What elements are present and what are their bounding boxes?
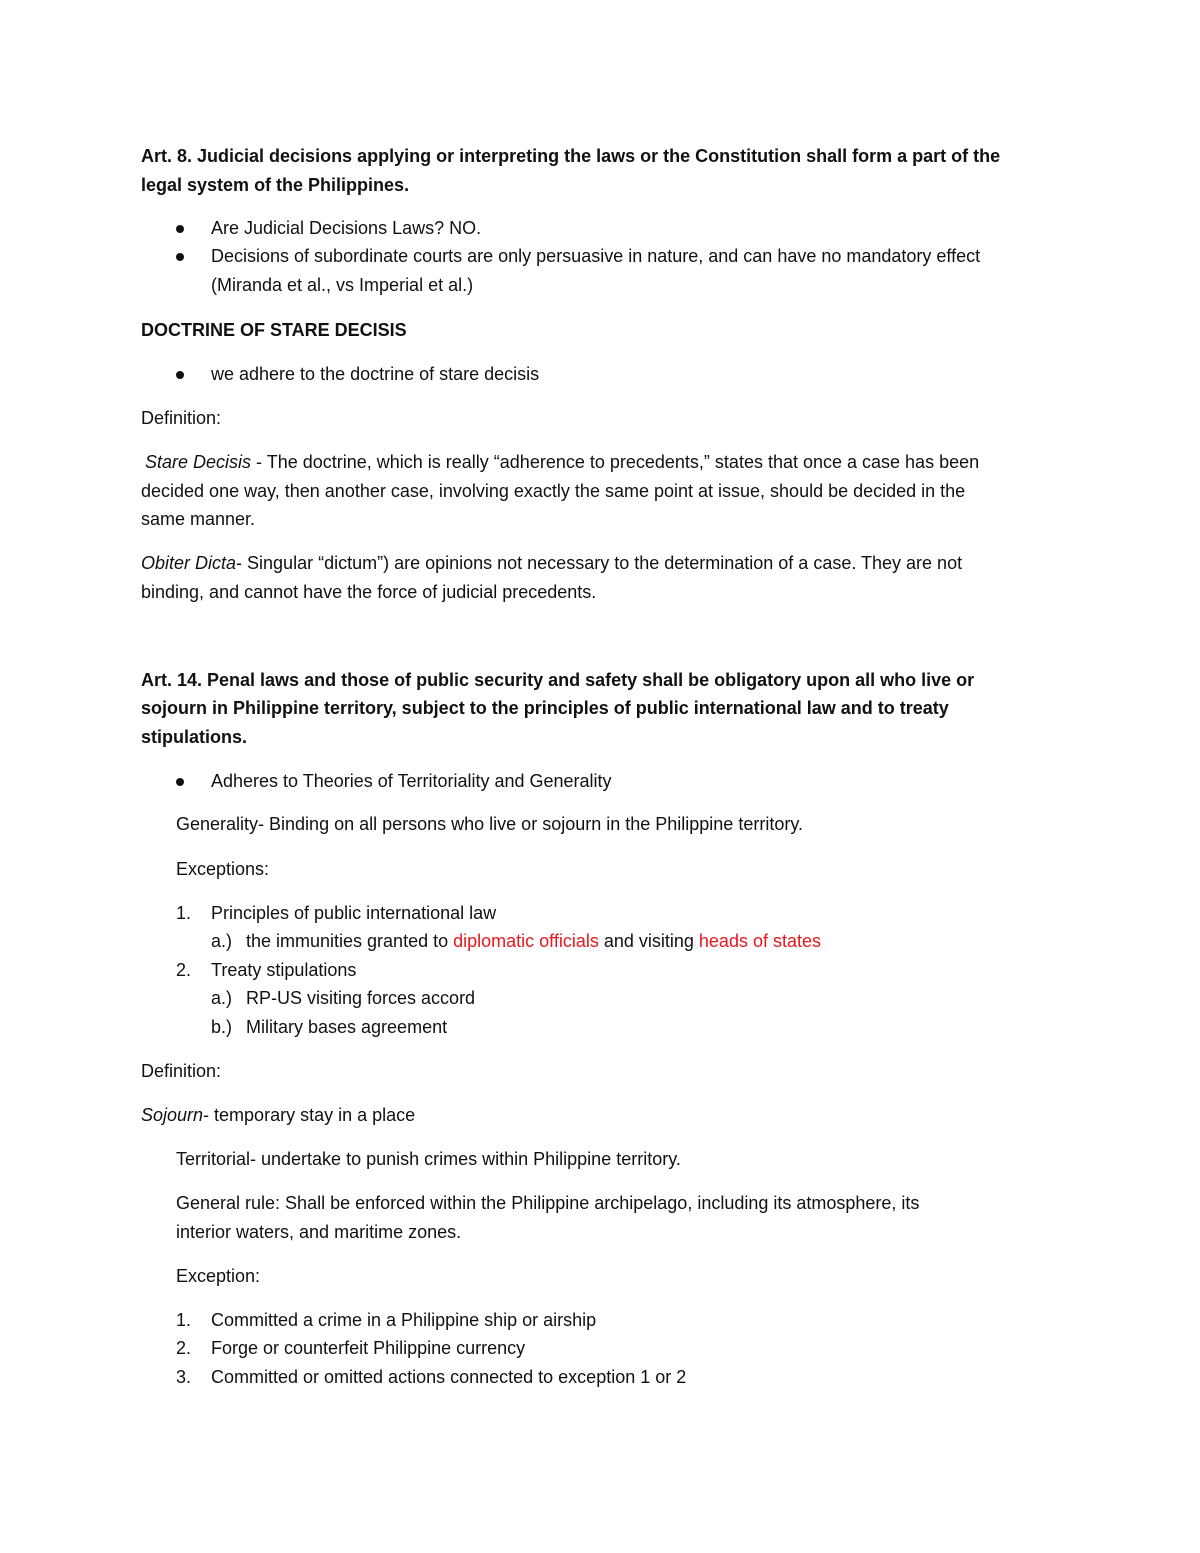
stare-decisis-line3: same manner. <box>141 509 256 529</box>
exceptions-label: Exceptions: <box>176 859 270 879</box>
general-rule-line1: General rule: Shall be enforced within the Philippine archipelago, including its atmosphere, its <box>176 1193 920 1213</box>
obiter-dicta-line2: binding, and cannot have the force of judicial precedents. <box>141 582 597 602</box>
obiter-dicta-term: Obiter Dicta <box>141 553 237 573</box>
stare-decisis-line2: decided one way, then another case, involving exactly the same point at issue, should be decided in the <box>141 481 966 501</box>
exception-2a-label: a.) <box>211 988 233 1008</box>
art14-definition-label: Definition: <box>141 1061 222 1081</box>
exception-1a-text <box>246 927 821 956</box>
art8-heading-line2: legal system of the Philippines. <box>141 175 410 195</box>
exception-2b-label: b.) <box>211 1017 233 1037</box>
exception-2b-text: Military bases agreement <box>246 1017 448 1037</box>
exception-item: Committed a crime in a Philippine ship or airship <box>211 1310 597 1330</box>
art14-heading-line1: Art. 14. Penal laws and those of public security and safety shall be obligatory upon all who live or <box>141 670 975 690</box>
art8-bullet-2-cont: (Miranda et al., vs Imperial et al.) <box>211 275 474 295</box>
exception-2-text: Treaty stipulations <box>211 960 357 980</box>
sojourn-definition <box>141 1101 415 1130</box>
sojourn-def: - temporary stay in a place <box>203 1105 416 1125</box>
stare-decisis-line1 <box>141 448 979 477</box>
exception-label: Exception: <box>176 1266 261 1286</box>
art14-heading-line2: sojourn in Philippine territory, subject to the principles of public international law and to treaty <box>141 698 949 718</box>
exception-1-text: Principles of public international law <box>211 903 497 923</box>
art8-definition-label: Definition: <box>141 408 222 428</box>
general-rule-line2: interior waters, and maritime zones. <box>176 1222 462 1242</box>
art8-bullet-2: Decisions of subordinate courts are only persuasive in nature, and can have no mandatory effect <box>211 246 981 266</box>
exception-2-number: 2. <box>176 960 192 980</box>
generality-text: Generality- Binding on all persons who live or sojourn in the Philippine territory. <box>176 814 803 834</box>
exception-1a-mid: and visiting <box>598 931 699 951</box>
sojourn-term: Sojourn <box>141 1105 204 1125</box>
art8-bullet-1: Are Judicial Decisions Laws? NO. <box>211 218 482 238</box>
bullet-icon <box>176 371 184 379</box>
obiter-dicta-line1 <box>141 549 962 578</box>
heads-of-states-highlight: heads of states <box>698 931 821 951</box>
bullet-icon <box>176 778 184 786</box>
exception-1-number: 1. <box>176 903 192 923</box>
exception-item-number: 1. <box>176 1310 192 1330</box>
exception-1a-pre: the immunities granted to <box>246 931 454 951</box>
stare-decisis-term: Stare Decisis <box>145 452 252 472</box>
exception-item-number: 2. <box>176 1338 192 1358</box>
diplomatic-officials-highlight: diplomatic officials <box>453 931 599 951</box>
exception-item-number: 3. <box>176 1367 192 1387</box>
exception-1a-label: a.) <box>211 931 233 951</box>
stare-decisis-def: - The doctrine, which is really “adherence to precedents,” states that once a case has been <box>251 452 980 472</box>
exception-2a-text: RP-US visiting forces accord <box>246 988 476 1008</box>
obiter-dicta-def: - Singular “dictum”) are opinions not necessary to the determination of a case. They are not <box>236 553 963 573</box>
bullet-icon <box>176 253 184 261</box>
territorial-text: Territorial- undertake to punish crimes within Philippine territory. <box>176 1149 681 1169</box>
doctrine-heading: DOCTRINE OF STARE DECISIS <box>141 320 407 340</box>
exception-item: Committed or omitted actions connected to exception 1 or 2 <box>211 1367 687 1387</box>
doctrine-bullet: we adhere to the doctrine of stare decisis <box>211 364 540 384</box>
exception-item: Forge or counterfeit Philippine currency <box>211 1338 526 1358</box>
art14-bullet: Adheres to Theories of Territoriality and Generality <box>211 771 612 791</box>
art14-heading-line3: stipulations. <box>141 727 248 747</box>
art8-heading-line1: Art. 8. Judicial decisions applying or interpreting the laws or the Constitution shall form a part of the <box>141 146 1001 166</box>
bullet-icon <box>176 225 184 233</box>
